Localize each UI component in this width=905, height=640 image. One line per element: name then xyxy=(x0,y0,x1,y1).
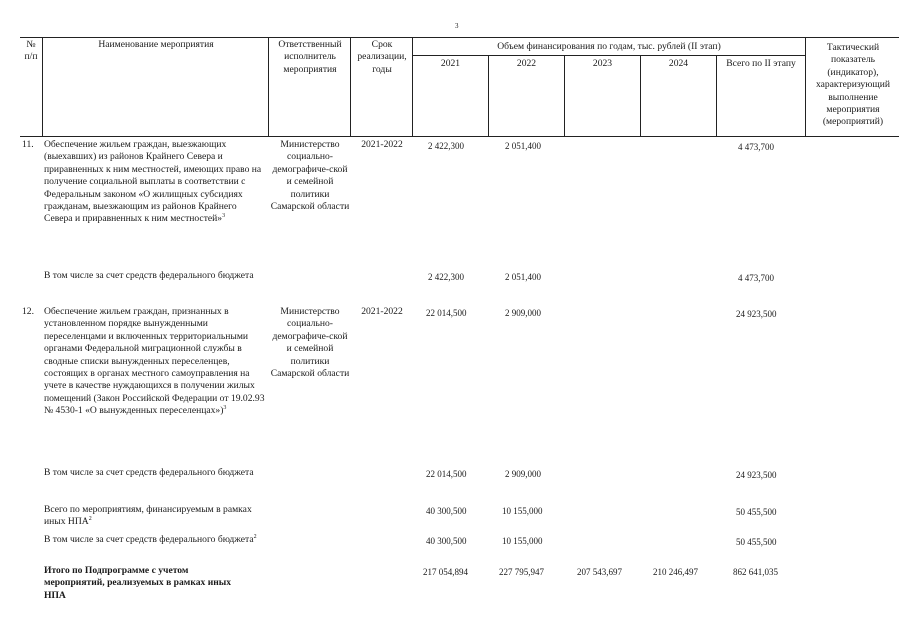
header-top-border xyxy=(20,37,899,38)
row-12-total: 24 923,500 xyxy=(736,309,777,319)
grand-total-total: 862 641,035 xyxy=(733,567,778,577)
page-number: 3 xyxy=(455,22,459,30)
row-12-2021: 22 014,500 xyxy=(426,308,467,318)
row-11-term: 2021-2022 xyxy=(361,139,403,150)
row-12-federal-total: 24 923,500 xyxy=(736,470,777,480)
row-12-federal-2021: 22 014,500 xyxy=(426,469,467,479)
col-border-2 xyxy=(268,37,269,137)
federal-other-npa-2021: 40 300,500 xyxy=(426,536,467,546)
row-12-name: Обеспечение жильем граждан, признанных в установленном порядке вынужденными переселенцами и включенных территориальными органами Федеральной миграционной службы в сводные списки вынужденных переселенцев, состоящих в органах местного самоуправления на учете в качестве нуждающихся в получении жилых помещений (Закон Российской Федерации от 19.02.93 № 4530-1 «О вынужденных переселенцах»)$^3$ xyxy=(44,306,265,417)
col-border-1 xyxy=(42,37,43,137)
grand-total-2024: 210 246,497 xyxy=(653,567,698,577)
header-year-2022: 2022 xyxy=(516,58,537,69)
header-funding: Объем финансирования по годам, тыс. рублей (II этап) xyxy=(497,41,721,52)
row-12-federal-name: В том числе за счет средств федерального бюджета xyxy=(44,467,254,478)
header-number: № п/п xyxy=(24,39,38,63)
row-11-responsible: Министерство социально-демографиче-ской и семейной политики Самарской области xyxy=(270,139,350,213)
row-11-number: 11. xyxy=(22,139,34,150)
header-year-2024: 2024 xyxy=(668,58,689,69)
row-12-2022: 2 909,000 xyxy=(505,308,541,318)
header-name: Наименование мероприятия xyxy=(98,39,214,50)
col-border-9 xyxy=(805,37,806,137)
row-11-federal-total: 4 473,700 xyxy=(738,273,774,283)
header-year-2023: 2023 xyxy=(592,58,613,69)
federal-other-npa-2022: 10 155,000 xyxy=(502,536,543,546)
row-11-total: 4 473,700 xyxy=(738,142,774,152)
federal-other-npa-name: В том числе за счет средств федерального бюджета$^2$ xyxy=(44,533,257,545)
federal-other-npa-total: 50 455,500 xyxy=(736,537,777,547)
header-indicator: Тактический показатель (индикатор), характеризующий выполнение мероприятия (мероприятий) xyxy=(815,42,891,128)
col-border-3 xyxy=(350,37,351,137)
row-12-responsible: Министерство социально-демографиче-ской и семейной политики Самарской области xyxy=(270,306,350,380)
total-other-npa-name: Всего по мероприятиям, финансируемым в рамках иных НПА$^2$ xyxy=(44,504,252,528)
header-responsible: Ответственный исполнитель мероприятия xyxy=(278,39,342,75)
header-year-2021: 2021 xyxy=(440,58,461,69)
header-total: Всего по II этапу xyxy=(726,58,796,69)
grand-total-name: Итого по Подпрограмме с учетом мероприятий, реализуемых в рамках иных НПА xyxy=(44,565,232,601)
row-12-term: 2021-2022 xyxy=(361,306,403,317)
row-11-federal-name: В том числе за счет средств федерального бюджета xyxy=(44,270,254,281)
total-other-npa-total: 50 455,500 xyxy=(736,507,777,517)
header-term: Срок реализации, годы xyxy=(357,39,407,75)
grand-total-2023: 207 543,697 xyxy=(577,567,622,577)
row-12-number: 12. xyxy=(22,306,34,317)
total-other-npa-2022: 10 155,000 xyxy=(502,506,543,516)
col-border-4 xyxy=(412,37,413,137)
row-12-federal-2022: 2 909,000 xyxy=(505,469,541,479)
header-bottom-border xyxy=(20,136,899,137)
funding-subheader-border xyxy=(412,55,805,56)
row-11-federal-2021: 2 422,300 xyxy=(428,272,464,282)
row-11-2022: 2 051,400 xyxy=(505,141,541,151)
row-11-2021: 2 422,300 xyxy=(428,141,464,151)
row-11-name: Обеспечение жильем граждан, выезжающих (выехавших) из районов Крайнего Севера и приравненных к ним местностей, имеющих право на получение социальной выплаты в соответствии с Федеральным законом «О жилищных субсидиях гражданам, выезжающим из районов Крайнего Севера и приравненных к ним местностей»$^3$ xyxy=(44,139,262,225)
total-other-npa-2021: 40 300,500 xyxy=(426,506,467,516)
row-11-federal-2022: 2 051,400 xyxy=(505,272,541,282)
grand-total-2022: 227 795,947 xyxy=(499,567,544,577)
grand-total-2021: 217 054,894 xyxy=(423,567,468,577)
